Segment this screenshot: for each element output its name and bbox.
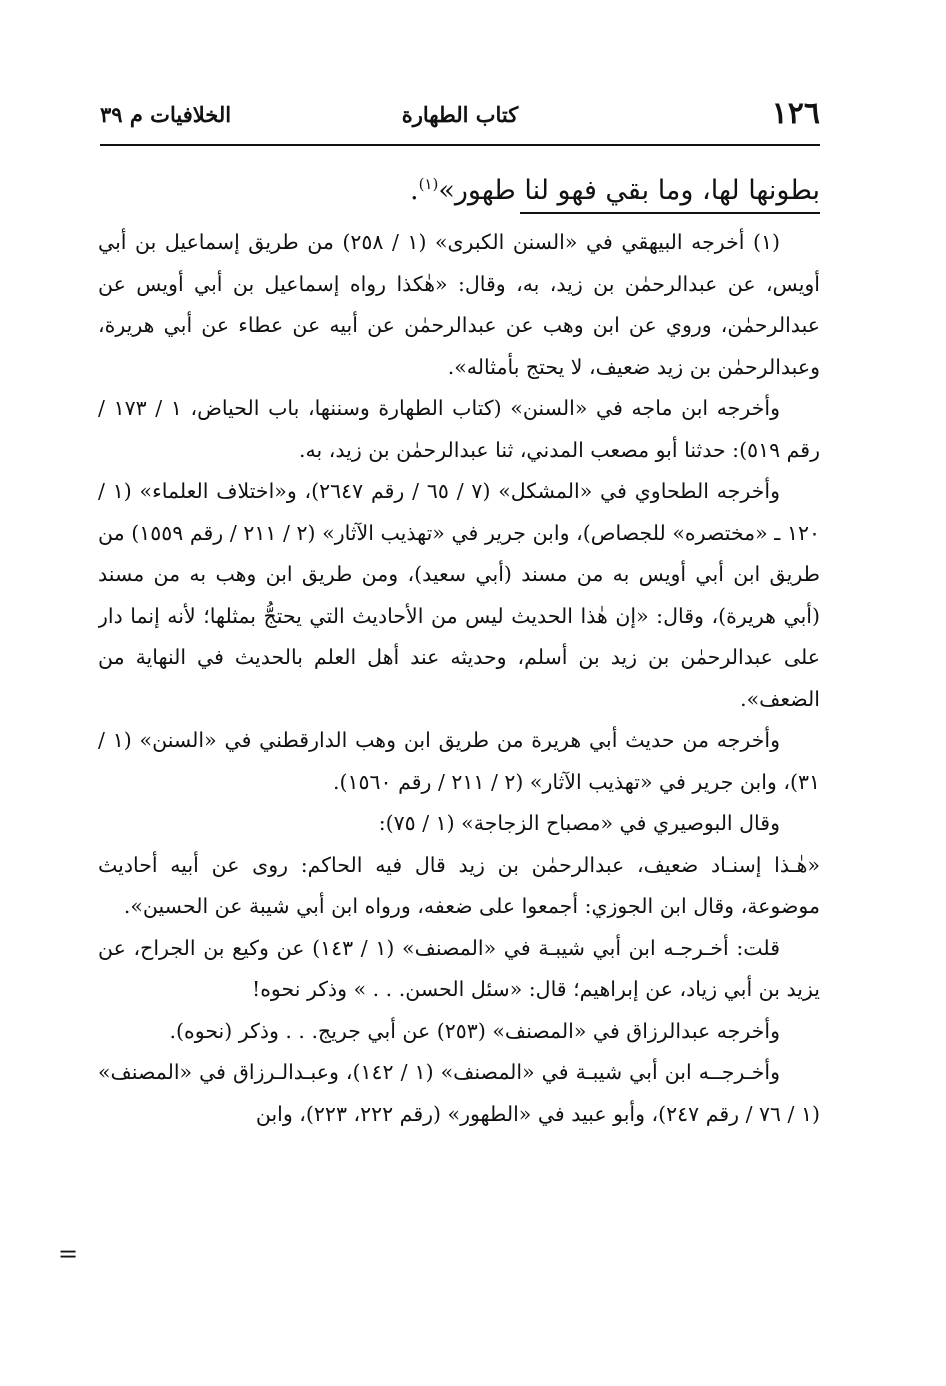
- page-header: [100, 94, 820, 134]
- continuation-mark: =: [58, 1240, 79, 1268]
- footnote-paragraph: وقال البوصيري في «مصباح الزجاجة» (١ / ٧٥):: [378, 811, 780, 835]
- section-title: كتاب الطهارة: [401, 102, 519, 127]
- footnote-paragraph: وأخرجه الطحاوي في «المشكل» (٧ / ٦٥ / رقم ٢٦٤٧)، و«اختلاف العلماء» (١ / ١٢٠ ـ «مختصره» للجصاص)، وابن جرير في «تهذيب الآثار» (٢ / ٢١١ / رقم ١٥٥٩) من طريق ابن أبي أويس به من مسند (أبي سعيد)، ومن طريق ابن وهب به من مسند (أبي هريرة)، وقال: «إن هٰذا الحديث ليس من الأحاديث التي يحتجُّ بمثلها؛ لأنه إنما دار على عبدالرحمٰن بن زيد بن أسلم، وحديثه عند أهل العلم بالحديث في النهاية من الضعف».: [98, 479, 820, 711]
- footnotes: [98, 222, 820, 1302]
- footnote-paragraph: وأخرجه عبدالرزاق في «المصنف» (٢٥٣) عن أبي جريج. . . وذكر (نحوه).: [169, 1018, 780, 1043]
- printer-signature: الخلافيات م ٣٩: [100, 102, 232, 127]
- header-rule: [100, 144, 820, 146]
- footnote-quote: «هٰـذا إسنـاد ضعيف، عبدالرحمٰن بن زيد قال فيه الحاكم: روى عن أبيه أحاديث موضوعة، وقال ابن الجوزي: أجمعوا على ضعفه، ورواه ابن أبي شيبة عن الحسين».: [98, 852, 820, 918]
- footnote-paragraph: وأخرجه ابن ماجه في «السنن» (كتاب الطهارة وسننها، باب الحياض، ١ / ١٧٣ / رقم ٥١٩): حدثنا أبو مصعب المدني، ثنا عبدالرحمٰن بن زيد، به.: [98, 396, 820, 462]
- main-text-content: بطونها لها، وما بقي فهو لنا طهور»: [438, 175, 820, 206]
- footnote-paragraph: وأخـرجــه ابن أبي شيبـة في «المصنف» (١ / ١٤٢)، وعبـدالـرزاق في «المصنف» (١ / ٧٦ / رقم ٢٤٧)، وأبو عبيد في «الطهور» (رقم ٢٢٢، ٢٢٣)، وابن: [98, 1060, 820, 1126]
- main-text: [130, 160, 820, 215]
- page-number: ١٢٦: [771, 96, 820, 131]
- footnote-paragraph: (١) أخرجه البيهقي في «السنن الكبرى» (١ / ٢٥٨) من طريق إسماعيل بن أبي أويس، عن عبدالرحمٰن بن زيد، به، وقال: «هٰكذا رواه إسماعيل بن أبي أويس عن عبدالرحمٰن، وروي عن ابن وهب عن عبدالرحمٰن عن أبيه عن عطاء عن أبي هريرة، وعبدالرحمٰن بن زيد ضعيف، لا يحتج بأمثاله».: [98, 230, 820, 379]
- footnote-paragraph: قلت: أخـرجـه ابن أبي شيبـة في «المصنف» (١ / ١٤٣) عن وكيع بن الجراح، عن يزيد بن أبي زياد، عن إبراهيم؛ قال: «سئل الحسن. . . » وذكر نحوه!: [98, 935, 820, 1001]
- main-text-end: .: [409, 175, 419, 206]
- footnote-paragraph: وأخرجه من حديث أبي هريرة من طريق ابن وهب الدارقطني في «السنن» (١ / ٣١)، وابن جرير في «تهذيب الآثار» (٢ / ٢١١ / رقم ١٥٦٠).: [98, 728, 820, 794]
- footnote-separator: [520, 212, 820, 214]
- footnote-reference: (١): [418, 175, 439, 193]
